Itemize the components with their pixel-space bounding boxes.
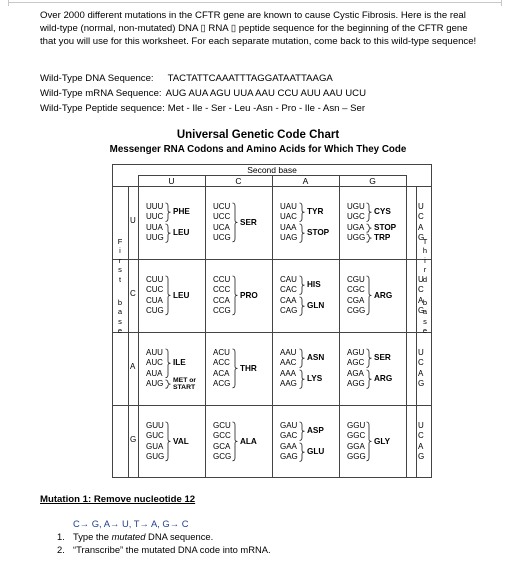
- codon: UGC: [347, 212, 365, 222]
- first-base-side-letter: b: [117, 298, 123, 307]
- column-divider: [272, 175, 273, 478]
- codon: GCU: [213, 421, 231, 431]
- third-base-letter: C: [418, 212, 424, 222]
- mrna-sequence-label: Wild-Type mRNA Sequence:: [40, 88, 162, 99]
- dna-sequence-line: [40, 73, 333, 85]
- codon: GUG: [146, 451, 165, 461]
- third-base-side-letter: d: [422, 274, 428, 284]
- codon: AAU: [280, 348, 297, 358]
- codon: ACA: [213, 368, 230, 378]
- amino-acid-label: ASP: [307, 426, 324, 436]
- column-divider: [205, 175, 206, 478]
- brace-icon: [299, 442, 305, 462]
- codon: AAA: [280, 368, 297, 378]
- first-base-side-letter: r: [118, 255, 122, 265]
- row-divider: [112, 332, 432, 333]
- brace-icon: [366, 275, 372, 316]
- codon: CAC: [280, 285, 297, 295]
- column-header: A: [302, 176, 309, 186]
- column-header: U: [168, 176, 175, 186]
- amino-acid-label: STOP: [374, 222, 397, 232]
- brace-icon: [232, 421, 238, 462]
- codon: UAU: [280, 202, 297, 212]
- step-text-pre: “Transcribe” the mutated DNA code into mRNA.: [73, 543, 271, 555]
- column-header: G: [369, 176, 376, 186]
- amino-acid-label: SER: [240, 217, 257, 227]
- codon: ACG: [213, 378, 231, 388]
- codon: GUC: [146, 431, 164, 441]
- amino-acid-label: ARG: [374, 373, 393, 383]
- amino-acid-label: MET or: [173, 376, 197, 384]
- amino-acid-label: LEU: [173, 290, 190, 300]
- codon: UGA: [347, 222, 365, 232]
- third-base-side-letter: e: [422, 326, 428, 336]
- third-base-side-letter: s: [423, 316, 427, 326]
- brace-icon: [232, 202, 238, 243]
- third-base-side-letter: T: [422, 237, 428, 246]
- codon: GGA: [347, 441, 365, 451]
- amino-acid-label: CYS: [374, 207, 391, 217]
- codon: UCG: [213, 232, 231, 242]
- amino-acid-label: SER: [374, 353, 391, 363]
- first-base-side-letter: a: [117, 307, 123, 317]
- amino-acid-label: PHE: [173, 207, 190, 217]
- codon: GGC: [347, 431, 366, 441]
- third-base-letter: A: [418, 368, 424, 378]
- codon: GGU: [347, 421, 366, 431]
- third-base-side-letter: a: [422, 307, 428, 317]
- amino-acid-label: TRP: [374, 232, 391, 242]
- codon: GGG: [347, 451, 366, 461]
- codon: CAA: [280, 295, 297, 305]
- codon: AUG: [146, 378, 164, 388]
- third-base-letter: G: [418, 451, 425, 461]
- codon: GAC: [280, 431, 298, 441]
- amino-acid-label: START: [173, 383, 196, 391]
- peptide-sequence-line: [40, 103, 365, 115]
- amino-acid-label: GLY: [374, 436, 391, 446]
- amino-acid-label: GLU: [307, 446, 325, 456]
- codon: AUC: [146, 358, 163, 368]
- third-base-side-letter: h: [422, 246, 428, 256]
- codon: GAA: [280, 441, 297, 451]
- amino-acid-label: PRO: [240, 290, 258, 300]
- codon: AGC: [347, 358, 365, 368]
- mrna-sequence-value: AUG AUA AGU UUA AAU CCU AUU AAU UCU: [165, 88, 367, 99]
- amino-acid-label: TYR: [307, 207, 324, 217]
- amino-acid-label: LYS: [307, 373, 323, 383]
- brace-icon: [299, 275, 305, 295]
- mutation-title: Mutation 1: Remove nucleotide 12: [40, 494, 196, 505]
- codon: UUC: [146, 212, 164, 222]
- amino-acid-label: VAL: [173, 436, 189, 446]
- codon: CUC: [146, 285, 164, 295]
- codon: UUG: [146, 232, 164, 242]
- codon: CGU: [347, 275, 365, 285]
- step-item: [57, 544, 271, 557]
- codon: UGG: [347, 232, 366, 242]
- codon: UAG: [280, 232, 298, 242]
- third-base-letter: U: [418, 275, 424, 285]
- peptide-sequence-label: Wild-Type Peptide sequence:: [40, 103, 165, 114]
- base-pairing-rules: C→ G, A→ U, T→ A, G→ C: [73, 518, 189, 529]
- step-text-post: DNA sequence.: [145, 531, 214, 542]
- step-number: 2.: [57, 543, 65, 555]
- top-border-line: [8, 2, 502, 3]
- codon: CGA: [347, 295, 365, 305]
- codon: GCC: [213, 431, 231, 441]
- codon: AUU: [146, 348, 163, 358]
- column-divider: [406, 175, 407, 478]
- chart-title: Universal Genetic Code Chart: [176, 129, 340, 141]
- codon: CUU: [146, 275, 164, 285]
- second-base-label: Second base: [247, 165, 297, 175]
- codon: CUG: [146, 305, 164, 315]
- brace-icon: [165, 348, 171, 379]
- brace-icon: [165, 379, 171, 389]
- third-base-letter: A: [418, 222, 424, 232]
- brace-icon: [366, 233, 372, 243]
- first-base-side-letter: e: [117, 326, 123, 336]
- row-divider: [112, 405, 432, 406]
- codon: GUA: [146, 441, 164, 451]
- brace-icon: [366, 421, 372, 462]
- amino-acid-label: STOP: [307, 227, 330, 237]
- column-header: C: [235, 176, 242, 186]
- codon: AGA: [347, 368, 364, 378]
- chart-subtitle: Messenger RNA Codons and Amino Acids for Which They Code: [109, 144, 407, 155]
- codon: CCG: [213, 305, 231, 315]
- codon: AAC: [280, 358, 297, 368]
- amino-acid-label: ILE: [173, 358, 186, 368]
- brace-icon: [299, 348, 305, 368]
- dna-sequence-label: Wild-Type DNA Sequence:: [40, 73, 154, 84]
- codon: UAA: [280, 222, 297, 232]
- codon: CGC: [347, 285, 365, 295]
- amino-acid-label: HIS: [307, 280, 321, 290]
- codon: GCG: [213, 451, 232, 461]
- dna-sequence-value: TACTATTCAAATTTAGGATAATTAAGA: [167, 73, 333, 84]
- codon: UAC: [280, 212, 297, 222]
- brace-icon: [366, 369, 372, 389]
- step-number: 1.: [57, 531, 65, 542]
- first-base-side-letter: t: [118, 274, 122, 284]
- third-base-letter: C: [418, 358, 424, 368]
- codon: CGG: [347, 305, 366, 315]
- top-border-corner-right: [501, 0, 502, 6]
- third-base-letter: A: [418, 441, 424, 451]
- codon: CCA: [213, 295, 230, 305]
- brace-icon: [299, 369, 305, 389]
- third-base-side-letter: i: [424, 255, 426, 265]
- codon: ACU: [213, 348, 230, 358]
- third-base-letter: U: [418, 421, 424, 431]
- codon: UCU: [213, 202, 231, 212]
- amino-acid-label: ARG: [374, 290, 393, 300]
- codon: CAU: [280, 275, 297, 285]
- row-divider: [112, 259, 432, 260]
- brace-icon: [232, 275, 238, 316]
- third-base-letter: U: [418, 348, 424, 358]
- codon: UGU: [347, 202, 365, 212]
- mutation-steps: [57, 531, 271, 556]
- column-divider: [339, 175, 340, 478]
- codon: CAG: [280, 305, 298, 315]
- brace-icon: [165, 275, 171, 316]
- third-base-side-letter: b: [422, 298, 428, 307]
- codon: AGU: [347, 348, 365, 358]
- first-base-side-letter: s: [118, 316, 122, 326]
- mrna-sequence-line: [40, 88, 366, 100]
- brace-icon: [299, 296, 305, 316]
- peptide-sequence-value: Met - Ile - Ser - Leu -Asn - Pro - Ile - Asn – Ser: [167, 103, 366, 114]
- codon: AUA: [146, 368, 163, 378]
- third-base-letter: C: [418, 285, 424, 295]
- first-base-letter: C: [130, 289, 136, 299]
- first-base-letter: A: [130, 362, 136, 372]
- top-border-corner-left: [8, 0, 9, 6]
- codon: AAG: [280, 378, 297, 388]
- intro-paragraph: Over 2000 different mutations in the CFTR gene are known to cause Cystic Fibrosis. Here is the real wild-type (normal, non-mutated) DNA ▯ RNA ▯ peptide sequence for the beginning of the CFTR gene that you will use for this worksheet. For each separate mutation, come back to this wild-type sequence!: [40, 10, 477, 47]
- amino-acid-label: GLN: [307, 300, 325, 310]
- brace-icon: [165, 202, 171, 222]
- codon: ACC: [213, 358, 230, 368]
- third-base-letter: U: [418, 202, 424, 212]
- first-base-side-letter: i: [119, 246, 121, 256]
- third-base-letter: A: [418, 295, 424, 305]
- page-top-border: [0, 0, 516, 6]
- brace-icon: [299, 202, 305, 222]
- first-base-side-letter: s: [118, 265, 122, 275]
- third-base-side-letter: r: [423, 265, 427, 275]
- step-text-pre: Type the: [73, 531, 112, 542]
- column-divider: [138, 175, 139, 478]
- third-base-letter: G: [418, 232, 425, 242]
- amino-acid-label: LEU: [173, 227, 190, 237]
- third-base-letter: G: [418, 378, 425, 388]
- amino-acid-label: THR: [240, 363, 257, 373]
- amino-acid-label: ALA: [240, 436, 257, 446]
- codon: UUA: [146, 222, 163, 232]
- codon: UCC: [213, 212, 231, 222]
- third-base-letter: G: [418, 305, 425, 315]
- brace-icon: [366, 223, 372, 233]
- brace-icon: [232, 348, 238, 389]
- brace-icon: [165, 421, 171, 462]
- codon: GCA: [213, 441, 231, 451]
- brace-icon: [366, 348, 372, 368]
- brace-icon: [366, 202, 372, 222]
- codon: GUU: [146, 421, 164, 431]
- codon: GAU: [280, 421, 298, 431]
- step-text-emphasis: mutated: [111, 531, 146, 542]
- codon: CCC: [213, 285, 231, 295]
- codon: CCU: [213, 275, 231, 285]
- codon: AGG: [347, 378, 365, 388]
- brace-icon: [165, 223, 171, 243]
- first-base-letter: U: [130, 216, 136, 226]
- step-item: [57, 531, 271, 544]
- codon: UCA: [213, 222, 230, 232]
- codon: GAG: [280, 451, 298, 461]
- brace-icon: [299, 223, 305, 243]
- codon: UUU: [146, 202, 164, 212]
- first-base-letter: G: [130, 435, 137, 445]
- first-base-side-letter: F: [117, 237, 123, 246]
- amino-acid-label: ASN: [307, 353, 325, 363]
- codon: CUA: [146, 295, 163, 305]
- third-base-letter: C: [418, 431, 424, 441]
- brace-icon: [299, 421, 305, 441]
